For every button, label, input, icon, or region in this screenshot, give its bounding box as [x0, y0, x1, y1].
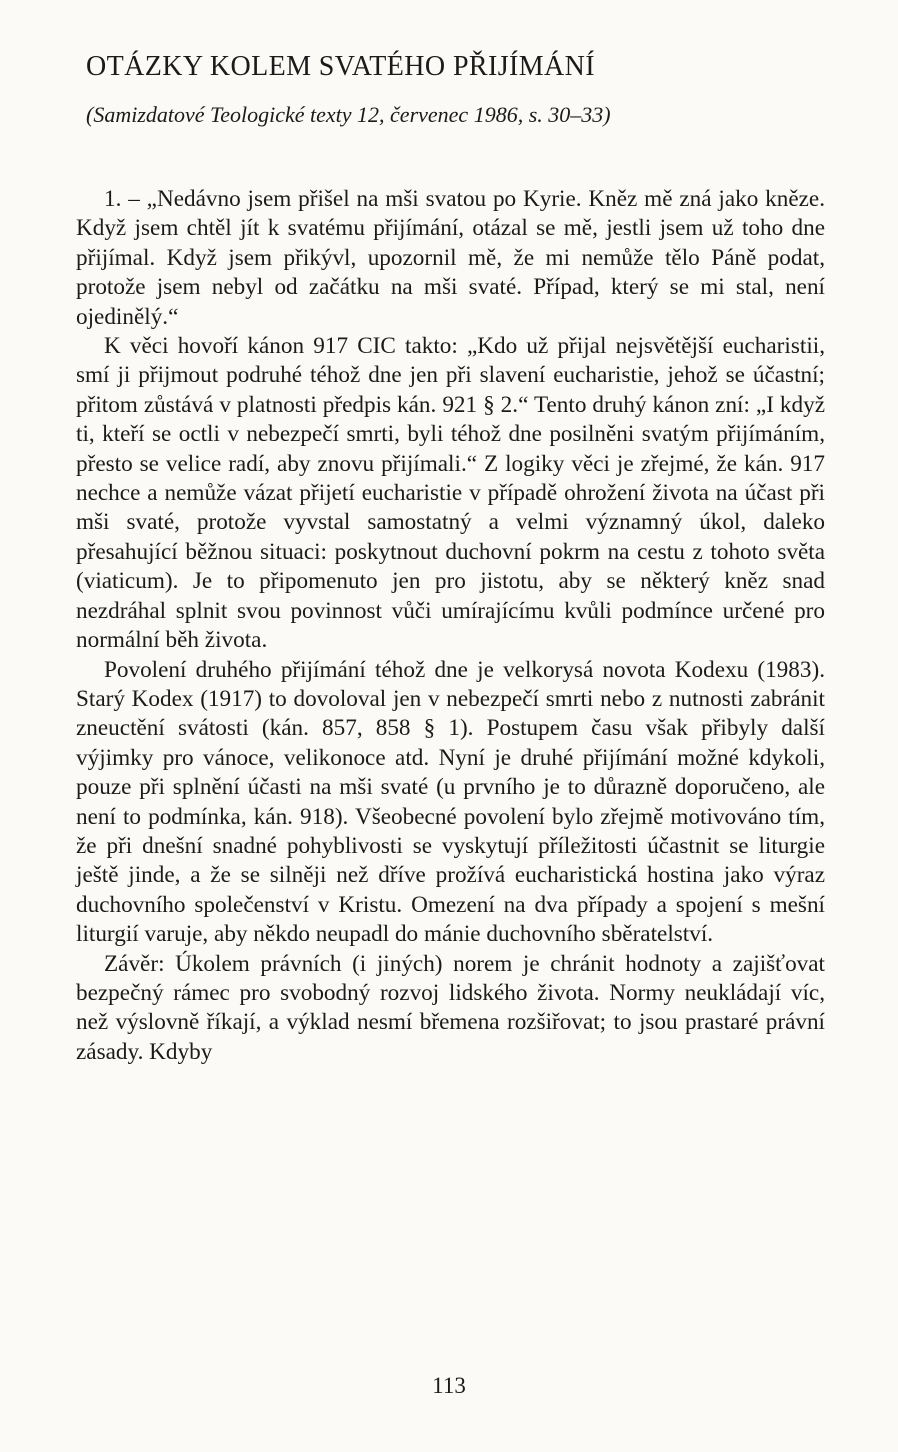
paragraph-3: Povolení druhého přijímání téhož dne je velkorysá novota Kodexu (1983). Starý Kodex (1917) to dovoloval jen v nebezpečí smrti nebo z nutnosti zabránit zneuctění svátosti (kán. 857, 858 § 1). Postupem času však přibyly další výjimky pro vánoce, velikonoce atd. Nyní je druhé přijímání možné kdykoli, pouze při splnění účasti na mši svaté (u prvního je to důrazně doporučeno, ale není to podmínka, kán. 918). Všeobecné povolení bylo zřejmě motivováno tím, že při dnešní snadné pohyblivosti se vyskytují příležitosti účastnit se liturgie ještě jinde, a že se silněji než dříve prožívá eucharistická hostina jako výraz duchovního společenství v Kristu. Omezení na dva případy a spojení s mešní liturgií varuje, aby někdo neupadl do mánie duchovního sběratelství.: [76, 656, 825, 948]
page-number: 113: [432, 1373, 466, 1398]
page-title: OTÁZKY KOLEM SVATÉHO PŘIJÍMÁNÍ: [86, 51, 595, 82]
paragraph-4: Závěr: Úkolem právních (i jiných) norem je chránit hodnoty a zajišťovat bezpečný rámec pro svobodný rozvoj lidského života. Normy neukládají víc, než výslovně říkají, a výklad nesmí břemena rozšiřovat; to jsou prastaré právní zásady. Kdyby: [76, 950, 825, 1065]
paragraph-2: K věci hovoří kánon 917 CIC takto: „Kdo už přijal nejsvětější eucharistii, smí ji přijmout podruhé téhož dne jen při slavení eucharistie, jehož se účastní; přitom zůstává v platnosti předpis kán. 921 § 2.“ Tento druhý kánon zní: „I když ti, kteří se octli v nebezpečí smrti, byli téhož dne posilněni svatým přijímáním, přesto se velice radí, aby znovu přijímali.“ Z logiky věci je zřejmé, že kán. 917 nechce a nemůže vázat přijetí eucharistie v případě ohrožení života na účast při mši svaté, protože vyvstal samostatný a velmi významný úkol, daleko přesahující běžnou situaci: poskytnout duchovní pokrm na cestu z tohoto světa (viaticum). Je to připomenuto jen pro jistotu, aby se některý kněz snad nezdráhal splnit svou povinnost vůči umírajícímu kvůli podmínce určené pro normální běh života.: [76, 333, 825, 654]
paragraph-1: 1. – „Nedávno jsem přišel na mši svatou po Kyrie. Kněz mě zná jako kněze. Když jsem chtěl jít k svatému přijímání, otázal se mě, jestli jsem už toho dne přijímal. Když jsem přikývl, upozornil mě, že mi nemůže tělo Páně podat, protože jsem nebyl od začátku na mši svaté. Případ, který se mi stal, není ojedinělý.“: [76, 186, 825, 330]
body-text: [76, 185, 825, 1067]
page-subtitle: (Samizdatové Teologické texty 12, červenec 1986, s. 30–33): [86, 102, 611, 127]
